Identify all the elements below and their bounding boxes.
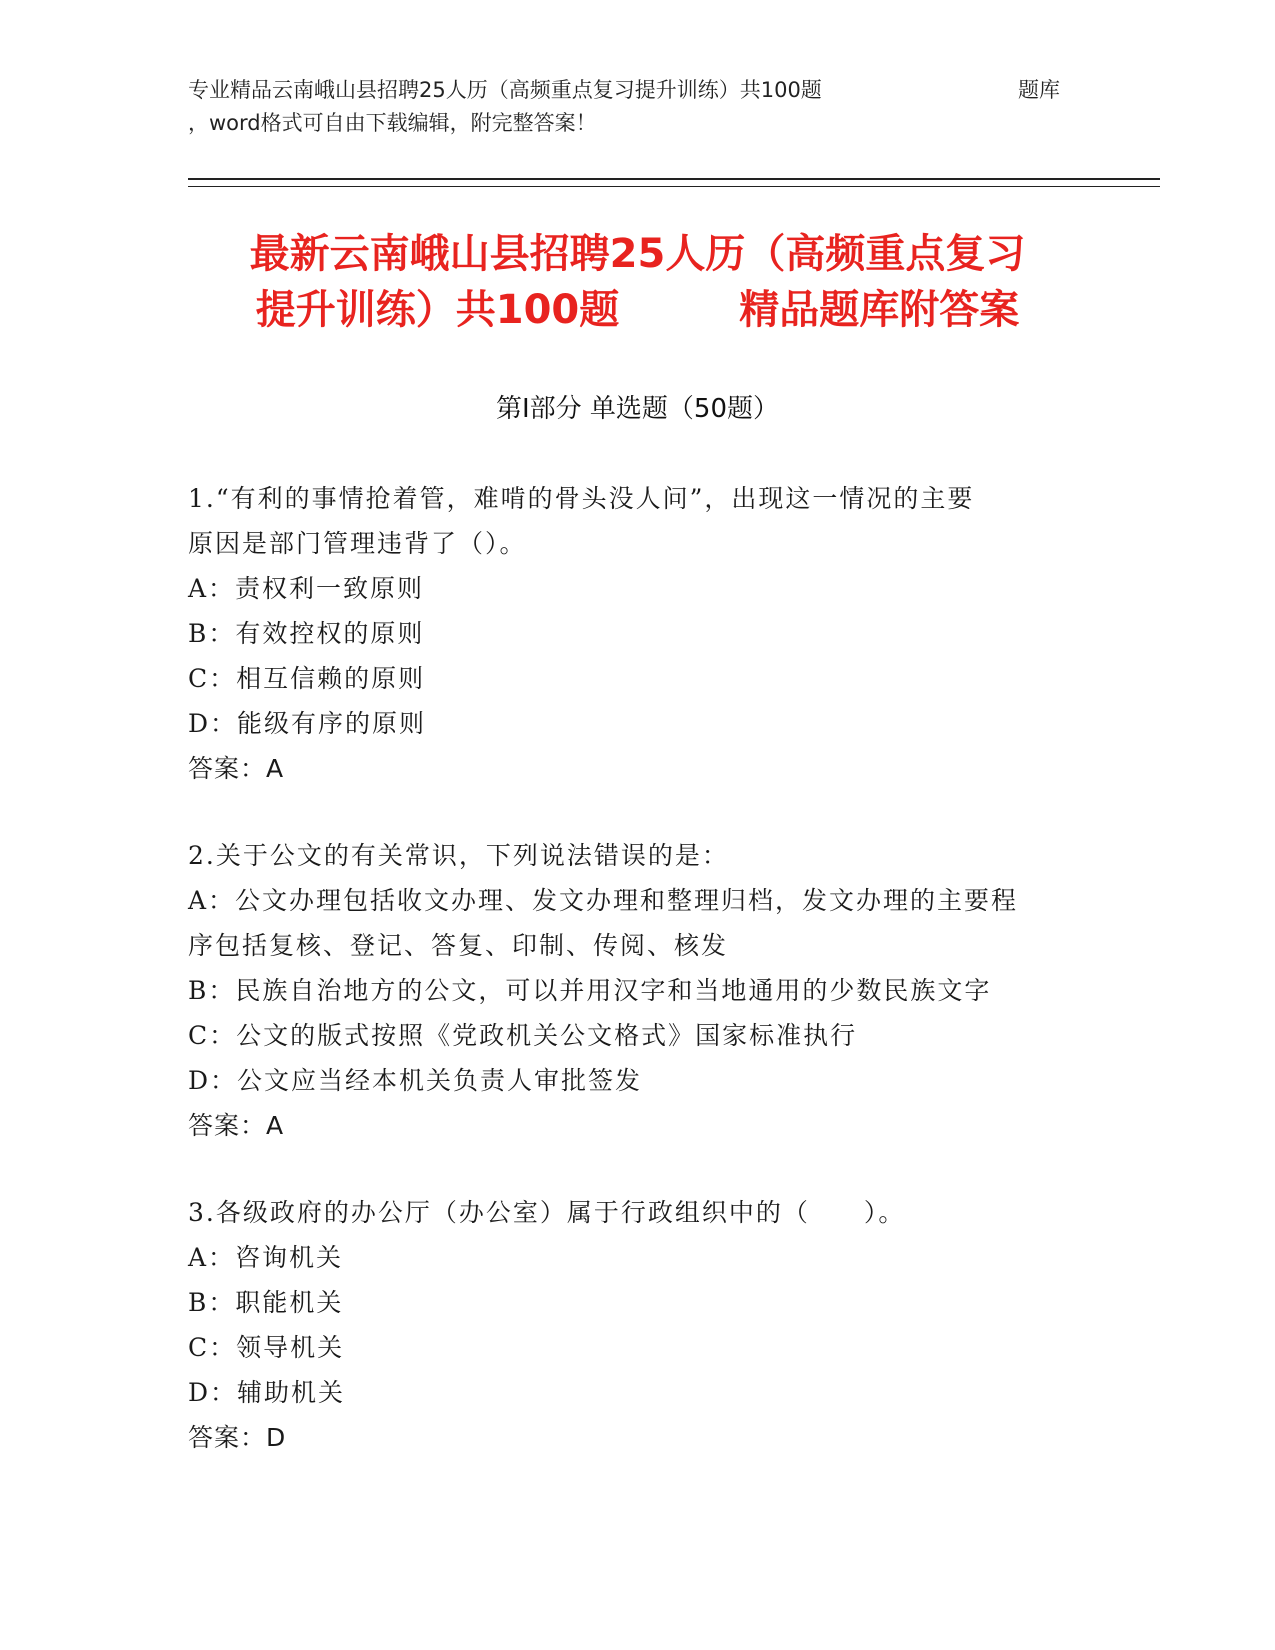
answer-label: 答案：	[188, 1423, 267, 1452]
answer-label: 答案：	[188, 754, 267, 783]
answer-value: D	[266, 1423, 287, 1452]
page-header	[188, 74, 1088, 140]
question-stem: 原因是部门管理违背了（）。	[188, 529, 527, 558]
question-stem: 2.关于公文的有关常识，下列说法错误的是：	[188, 841, 729, 870]
option-a: A：公文办理包括收文办理、发文办理和整理归档，发文办理的主要程	[188, 886, 1019, 915]
option-b: B：民族自治地方的公文，可以并用汉字和当地通用的少数民族文字	[188, 976, 992, 1005]
section-heading: 第I部分 单选题（50题）	[495, 394, 780, 424]
answer-value: A	[266, 754, 285, 783]
question-1	[188, 476, 1088, 791]
option-c: C：公文的版式按照《党政机关公文格式》国家标准执行	[188, 1021, 858, 1050]
header-text-line1: 专业精品云南峨山县招聘25人历（高频重点复习提升训练）共100题	[188, 78, 822, 102]
answer-line	[188, 746, 1088, 791]
question-stem: 3.各级政府的办公厅（办公室）属于行政组织中的（ ）。	[188, 1198, 906, 1227]
answer-value: A	[266, 1111, 285, 1140]
option-d: D：能级有序的原则	[188, 709, 427, 738]
option-a-continued: 序包括复核、登记、答复、印制、传阅、核发	[188, 931, 729, 960]
header-row-1	[188, 74, 1088, 107]
option-c: C：领导机关	[188, 1333, 345, 1362]
header-tag: 题库	[1018, 78, 1060, 102]
option-a: A：咨询机关	[188, 1243, 344, 1272]
question-3	[188, 1190, 1088, 1460]
answer-line	[188, 1415, 1088, 1460]
question-list	[188, 476, 1088, 1502]
question-stem: 1.“有利的事情抢着管，难啃的骨头没人问”，出现这一情况的主要	[188, 484, 975, 513]
document-title	[150, 226, 1125, 338]
option-c: C：相互信赖的原则	[188, 664, 426, 693]
header-divider-thin	[188, 186, 1160, 187]
option-b: B：职能机关	[188, 1288, 344, 1317]
answer-label: 答案：	[188, 1111, 267, 1140]
option-a: A：责权利一致原则	[188, 574, 425, 603]
title-line-1: 最新云南峨山县招聘25人历（高频重点复习	[249, 231, 1026, 277]
option-d: D：辅助机关	[188, 1378, 346, 1407]
option-b: B：有效控权的原则	[188, 619, 425, 648]
option-d: D：公文应当经本机关负责人审批签发	[188, 1066, 643, 1095]
answer-line	[188, 1103, 1088, 1148]
title-line-2: 提升训练）共100题 精品题库附答案	[255, 287, 1020, 333]
header-text-line2: ，word格式可自由下载编辑，附完整答案！	[188, 111, 597, 135]
question-2	[188, 833, 1088, 1148]
header-divider-thick	[188, 178, 1160, 180]
